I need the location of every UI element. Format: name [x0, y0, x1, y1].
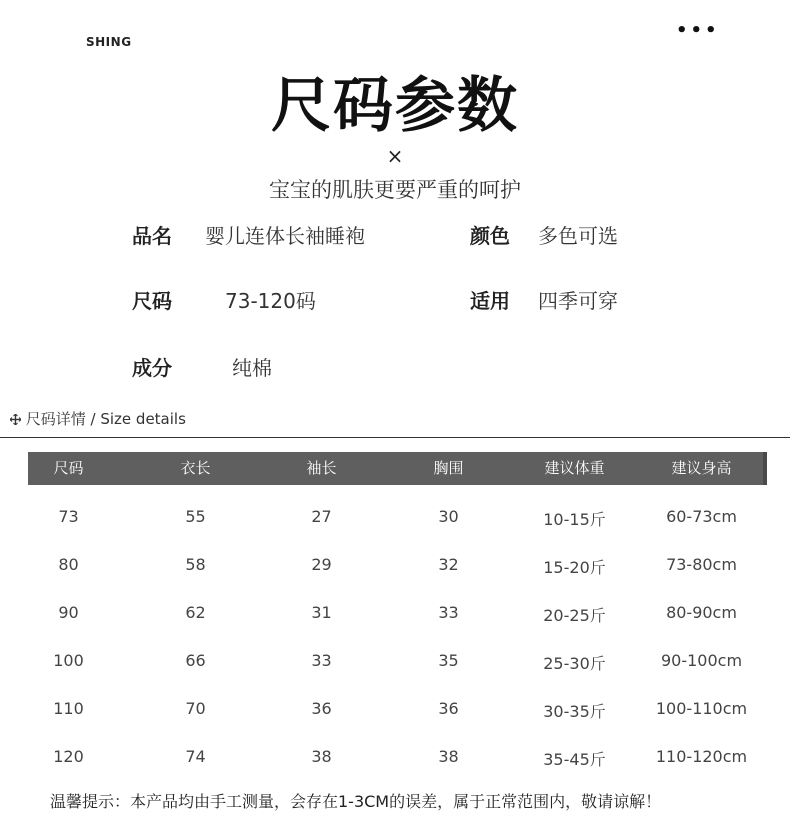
size-details-heading	[10, 408, 186, 429]
cell-sleeve: 31	[311, 603, 332, 622]
material-value: 纯棉	[232, 356, 272, 380]
material-label: 成分	[132, 356, 172, 380]
cell-size: 120	[53, 747, 84, 766]
cell-sleeve: 33	[311, 651, 332, 670]
size-details-title: 尺码详情 / Size details	[25, 410, 186, 428]
cell-weight: 15-20斤	[543, 558, 606, 577]
brand-logo: SHING	[86, 35, 132, 49]
cell-sleeve: 29	[311, 555, 332, 574]
header-length: 衣长	[180, 459, 211, 477]
cell-size: 100	[53, 651, 84, 670]
color-value: 多色可选	[538, 224, 618, 248]
cell-length: 62	[185, 603, 206, 622]
size-value: 73-120码	[225, 289, 316, 313]
cell-length: 74	[185, 747, 206, 766]
header-weight: 建议体重	[544, 459, 605, 477]
season-label: 适用	[470, 289, 510, 313]
cross-decoration: ×	[386, 144, 404, 168]
cell-sleeve: 27	[311, 507, 332, 526]
section-divider	[0, 437, 790, 438]
cell-length: 58	[185, 555, 206, 574]
season-value: 四季可穿	[538, 289, 618, 313]
cell-chest: 38	[438, 747, 459, 766]
cell-length: 55	[185, 507, 206, 526]
product-name-label: 品名	[132, 224, 172, 248]
cell-chest: 36	[438, 699, 459, 718]
move-cross-icon	[10, 414, 21, 425]
cell-height: 60-73cm	[666, 507, 737, 526]
cell-height: 80-90cm	[666, 603, 737, 622]
table-header	[28, 452, 767, 485]
cell-size: 90	[58, 603, 79, 622]
cell-sleeve: 38	[311, 747, 332, 766]
cell-height: 100-110cm	[655, 699, 748, 718]
page-subtitle: 宝宝的肌肤更要严重的呵护	[269, 178, 521, 202]
page-title: 尺码参数	[271, 71, 519, 141]
cell-length: 70	[185, 699, 206, 718]
cell-chest: 35	[438, 651, 459, 670]
cell-chest: 33	[438, 603, 459, 622]
more-dots-icon[interactable]: •••	[676, 20, 720, 41]
size-label: 尺码	[132, 289, 172, 313]
header-size: 尺码	[53, 459, 84, 477]
header-chest: 胸围	[433, 459, 464, 477]
cell-weight: 20-25斤	[543, 606, 606, 625]
cell-length: 66	[185, 651, 206, 670]
cell-height: 73-80cm	[666, 555, 737, 574]
cell-weight: 30-35斤	[543, 702, 606, 721]
cell-size: 110	[53, 699, 84, 718]
cell-sleeve: 36	[311, 699, 332, 718]
cell-weight: 10-15斤	[543, 510, 606, 529]
measurement-note: 温馨提示：本产品均由手工测量，会存在1-3CM的误差，属于正常范围内，敬请谅解！	[50, 792, 662, 811]
header-height: 建议身高	[671, 459, 732, 477]
cell-chest: 32	[438, 555, 459, 574]
cell-chest: 30	[438, 507, 459, 526]
cell-height: 90-100cm	[660, 651, 743, 670]
cell-height: 110-120cm	[655, 747, 748, 766]
color-label: 颜色	[470, 224, 510, 248]
header-sleeve: 袖长	[306, 459, 337, 477]
product-name-value: 婴儿连体长袖睡袍	[205, 224, 365, 248]
cell-weight: 25-30斤	[543, 654, 606, 673]
cell-size: 73	[58, 507, 79, 526]
cell-weight: 35-45斤	[543, 750, 606, 769]
cell-size: 80	[58, 555, 79, 574]
